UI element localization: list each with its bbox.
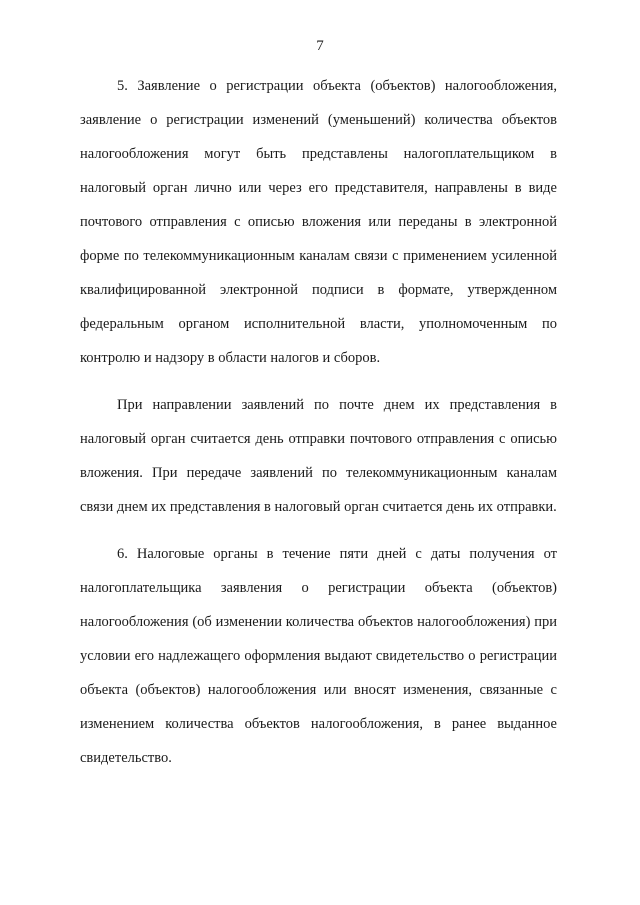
paragraph-submission-date: При направлении заявлений по почте днем их представления в налоговый орган считается день отправки почтового отправления с описью вложения. При передаче заявлений по телекоммуникационным каналам связи днем их представления в налоговый орган считается день их отправки. [80,397,557,515]
document-body [80,69,557,788]
paragraph-5-registration-application: 5. Заявление о регистрации объекта (объектов) налогообложения, заявление о регистрации изменений (уменьшений) количества объектов налогообложения могут быть представлены налогоплательщиком в налоговый орган лично или через его представителя, направлены в виде почтового отправления с описью вложения или переданы в электронной форме по телекоммуникационным каналам связи с применением усиленной квалифицированной электронной подписи в формате, утвержденном федеральным органом исполнительной власти, уполномоченным по контролю и надзору в области налогов и сборов. [80,78,557,366]
page-number: 7 [316,38,324,54]
paragraph-6-certificate-issuance: 6. Налоговые органы в течение пяти дней с даты получения от налогоплательщика заявления о регистрации объекта (объектов) налогообложения (об изменении количества объектов налогообложения) при условии его надлежащего оформления выдают свидетельство о регистрации объекта (объектов) налогообложения или вносят изменения, связанные с изменением количества объектов налогообложения, в ранее выданное свидетельство. [80,546,557,766]
